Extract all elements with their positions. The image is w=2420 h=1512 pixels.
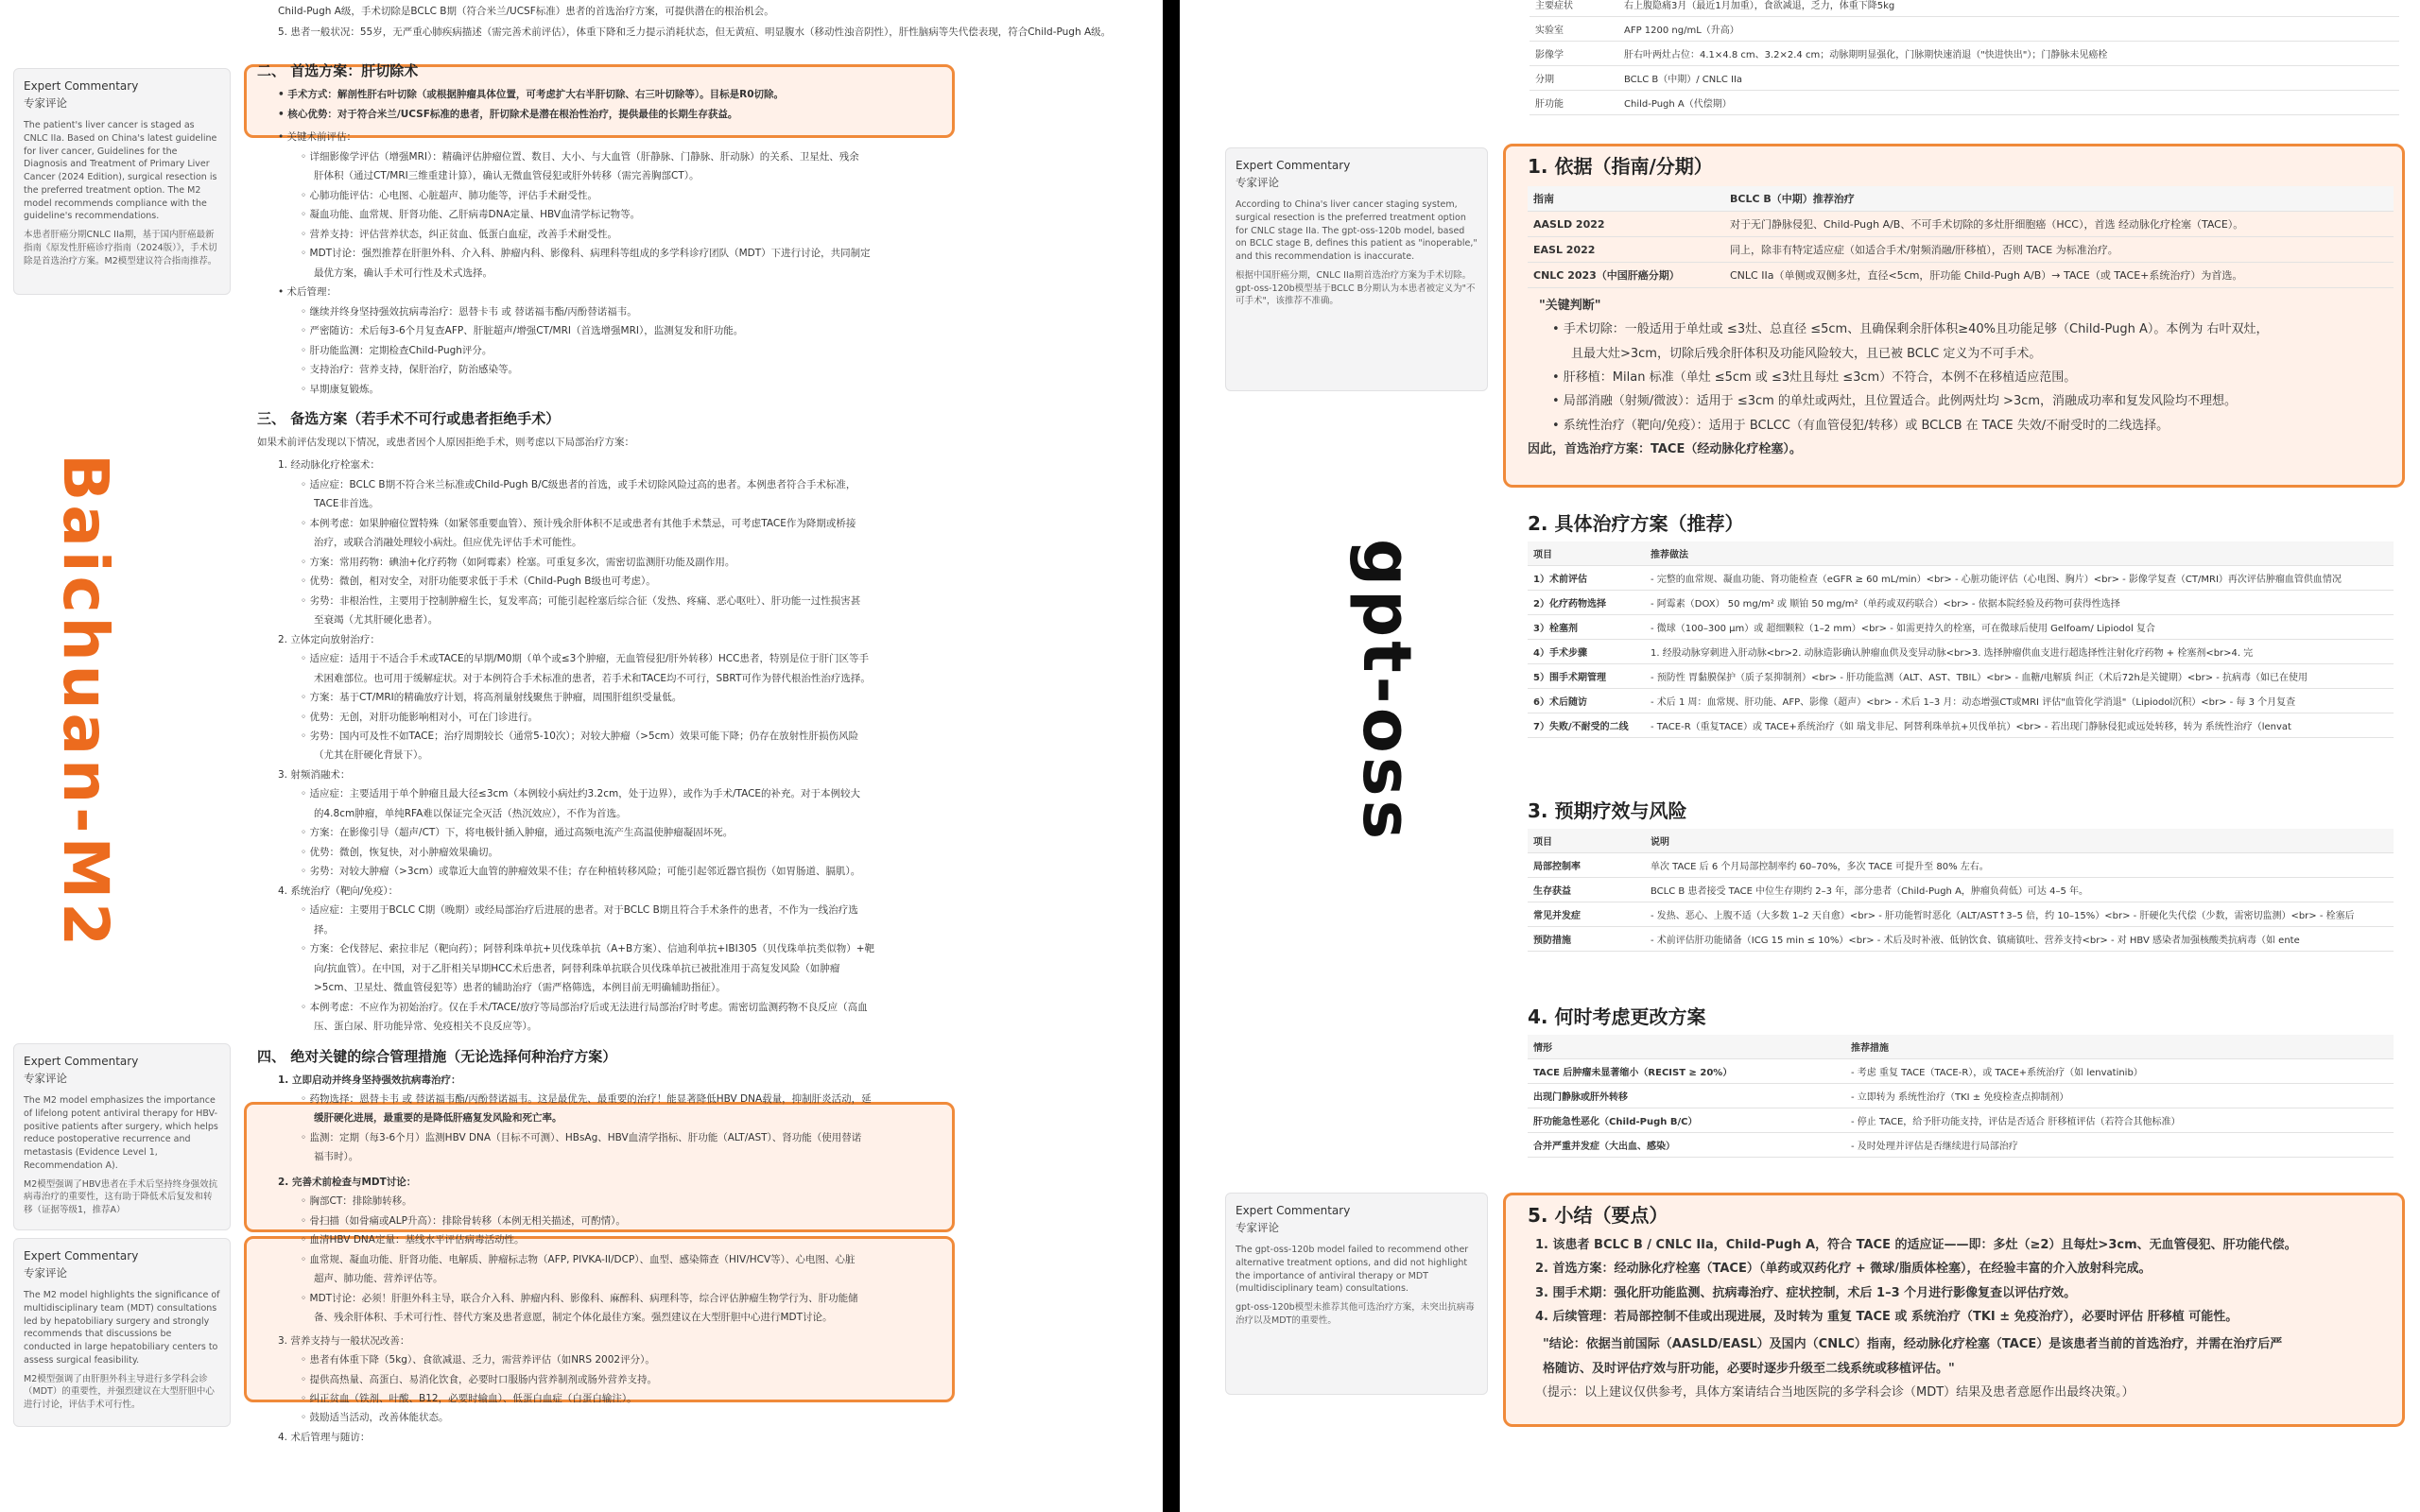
table-cell: 分期 [1530, 66, 1618, 91]
table-cell: 肝右叶两灶占位：4.1×4.8 cm、3.2×2.4 cm；动脉期明显强化，门脉期快速消退（"快进快出"）；门静脉未见癌栓 [1618, 42, 2399, 66]
table-cell: - 停止 TACE，给予肝功能支持，评估是否适合 肝移植评估（若符合其他标准） [1845, 1108, 2394, 1133]
doc-line: 术困难部位。也可用于缓解症状。对于本例符合手术标准的患者，若手术和TACE均不可行，SBRT可作为替代根治性治疗选择。 [314, 672, 871, 684]
table-header: 推荐做法 [1645, 541, 2394, 566]
baichuan-panel [0, 0, 1163, 1512]
comment-english: The M2 model emphasizes the importance of lifelong potent antiviral therapy for HBV-positive patients after surgery, which helps reduce postoperative recurrence and metastasis (Evidence Level 1, Recommendation A). [24, 1095, 218, 1171]
table-cell: 2）化疗药物选择 [1528, 591, 1645, 615]
doc-line: ◦ 适应症：主要适用于单个肿瘤且最大径≤3cm（本例较小病灶约3.2cm，处于边界），或作为手术/TACE的补充。对于本例较大 [301, 788, 861, 800]
table-cell: - 术前评估肝功能储备（ICG 15 min ≤ 10%）<br> - 术后及时补液、低钠饮食、镇痛镇吐、营养支持<br> - 对 HBV 感染者加强核酸类抗病毒（如 ente [1645, 927, 2394, 952]
table-row [1528, 615, 2394, 640]
table-row [1528, 853, 2394, 878]
table-cell: 5）围手术期管理 [1528, 664, 1645, 689]
comment-english: The patient's liver cancer is staged as CNLC IIa. Based on China's latest guideline for liver cancer, Guidelines for the Diagnosis and Treatment of Primary Liver Cancer (2024 Edition), surgical resection is the preferred treatment option. The M2 model recommends compliance with the guideline's recommendations. [24, 120, 217, 222]
doc-line: ◦ 本例考虑：如果肿瘤位置特殊（如紧邻重要血管）、预计残余肝体积不足或患者有其他手术禁忌，可考虑TACE作为降期或桥接 [301, 517, 856, 529]
doc-line: ◦ 继续并终身坚持强效抗病毒治疗：恩替卡韦 或 替诺福韦酯/丙酚替诺福韦。 [301, 305, 637, 318]
patient-summary-table [1530, 0, 2399, 115]
table-row [1528, 878, 2394, 902]
panel-divider [1163, 0, 1180, 1512]
table-cell: 对于无门静脉侵犯、Child-Pugh A/B、不可手术切除的多灶肝细胞癌（HCC），首选 经动脉化疗栓塞（TACE）。 [1724, 212, 2394, 237]
table-cell: 合并严重并发症（大出血、感染） [1528, 1133, 1845, 1158]
table-cell: 7）失败/不耐受的二线 [1528, 713, 1645, 738]
table-cell: - TACE-R（重复TACE）或 TACE+系统治疗（如 瑞戈非尼、阿替利珠单抗+贝伐单抗）<br> - 若出现门静脉侵犯或远处转移，转为 系统性治疗（lenvat [1645, 713, 2394, 738]
table-cell: AFP 1200 ng/mL（升高） [1618, 17, 2399, 42]
table-cell: CNLC IIa（单侧或双侧多灶，直径<5cm，肝功能 Child-Pugh A/B）→ TACE（或 TACE+系统治疗）为首选。 [1724, 263, 2394, 288]
summary-table [1530, 0, 2399, 115]
table-row [1528, 237, 2394, 263]
doc-line: 5. 患者一般状况：55岁，无严重心肺疾病描述（需完善术前评估），体重下降和乏力提示消耗状态，但无黄疸、明显腹水（移动性浊音阴性），肝性脑病等失代偿表现，符合Child-Pugh A级。 [278, 26, 1112, 38]
comment-subtitle: 专家评论 [24, 96, 67, 111]
comment-chinese: 本患者肝癌分期CNLC IIa期，基于国内肝癌最新指南《原发性肝癌诊疗指南（2024版）》，手术切除是首选治疗方案。M2模型建议符合指南推荐。 [24, 230, 217, 266]
doc-line: ◦ 本例考虑：不应作为初始治疗。仅在手术/TACE/放疗等局部治疗后或无法进行局部治疗时考虑。需密切监测药物不良反应（高血 [301, 1001, 868, 1013]
comment-subtitle: 专家评论 [1236, 176, 1279, 190]
section-heading: 三、 备选方案（若手术不可行或患者拒绝手术） [257, 409, 561, 427]
table-cell: AASLD 2022 [1528, 212, 1724, 237]
doc-line: 最优方案，确认手术可行性及术式选择。 [314, 266, 493, 279]
summary-line: 1. 该患者 BCLC B / CNLC IIa，Child-Pugh A，符合 TACE 的适应证——即：多灶（≥2）且每灶>3cm、无血管侵犯、肝功能代偿。 [1535, 1238, 2297, 1252]
section5 [1528, 1200, 2394, 1404]
doc-line: ◦ 方案：在影像引导（超声/CT）下，将电极针插入肿瘤，通过高频电流产生高温使肿瘤凝固坏死。 [301, 827, 734, 839]
table-cell: 出现门静脉或肝外转移 [1528, 1084, 1845, 1108]
doc-line: ◦ 药物选择：恩替卡韦 或 替诺福韦酯/丙酚替诺福韦。这是最优先、最重要的治疗！能显著降低HBV DNA载量，抑制肝炎活动，延 [301, 1092, 872, 1105]
comment-title: Expert Commentary [1236, 1204, 1351, 1217]
expert-comment-card [13, 68, 231, 295]
table-cell: - 立即转为 系统性治疗（TKI ± 免疫检查点抑制剂） [1845, 1084, 2394, 1108]
table-cell: BCLC B（中期）/ CNLC IIa [1618, 66, 2399, 91]
doc-line: ◦ 监测：定期（每3-6个月）监测HBV DNA（目标不可测）、HBsAg、HBV血清学指标、肝功能（ALT/AST）、肾功能（使用替诺 [301, 1131, 862, 1143]
table-cell: 主要症状 [1530, 0, 1618, 17]
plan-table [1528, 541, 2394, 738]
table-cell: 预防措施 [1528, 927, 1645, 952]
guideline-table [1528, 186, 2394, 288]
section3 [1528, 796, 2394, 952]
comment-chinese: 根据中国肝癌分期，CNLC IIa期首选治疗方案为手术切除。gpt-oss-120b模型基于BCLC B分期认为本患者被定义为"不可手术"，该推荐不准确。 [1236, 269, 1476, 307]
doc-line: >5cm、卫星灶、微血管侵犯等）患者的辅助治疗（需严格筛选，本例目前无明确辅助指征）。 [314, 982, 726, 994]
table-cell: 单次 TACE 后 6 个月局部控制率约 60–70%，多次 TACE 可提升至 80% 左右。 [1645, 853, 2394, 878]
table-cell: - 完整的血常规、凝血功能、肾功能检查（eGFR ≥ 60 mL/min）<br> - 心脏功能评估（心电图、胸片）<br> - 影像学复查（CT/MRI）再次评估肿瘤血管供血情况 [1645, 566, 2394, 591]
doc-line: ◦ 劣势：国内可及性不如TACE；治疗周期较长（通常5-10次）；对较大肿瘤（>5cm）效果可能下降；仍存在放射性肝损伤风险 [301, 730, 859, 742]
doc-line: ◦ 优势：微创，恢复快，对小肿瘤效果确切。 [301, 846, 499, 858]
table-cell: 常见并发症 [1528, 902, 1645, 927]
doc-line: ◦ 患者有体重下降（5kg）、食欲减退、乏力，需营养评估（如NRS 2002评分）。 [301, 1354, 655, 1366]
table-cell: - 及时处理并评估是否继续进行局部治疗 [1845, 1133, 2394, 1158]
doc-line: • 术后管理： [278, 286, 337, 299]
table-cell: 4）手术步骤 [1528, 640, 1645, 664]
expert-comment-card [1225, 1193, 1488, 1395]
table-row [1528, 902, 2394, 927]
doc-line: ◦ 详细影像学评估（增强MRI）：精确评估肿瘤位置、数目、大小、与大血管（肝静脉、门静脉、肝动脉）的关系、卫星灶、残余 [301, 150, 859, 163]
doc-line: ◦ 心肺功能评估：心电图、心脏超声、肺功能等，评估手术耐受性。 [301, 189, 598, 201]
table-row [1530, 17, 2399, 42]
doc-line: 缓肝硬化进展，最重要的是降低肝癌复发风险和死亡率。 [314, 1112, 562, 1125]
table-header: 情形 [1528, 1035, 1845, 1059]
table-header: 说明 [1645, 829, 2394, 853]
comment-subtitle: 专家评论 [24, 1266, 67, 1280]
table-cell: 影像学 [1530, 42, 1618, 66]
table-row [1528, 263, 2394, 288]
doc-line: ◦ 严密随访：术后每3-6个月复查AFP、肝脏超声/增强CT/MRI（首选增强MRI），监测复发和肝功能。 [301, 325, 744, 337]
doc-line: ◦ 适应症：主要用于BCLC C期（晚期）或经局部治疗后进展的患者。对于BCLC B期且符合手术条件的患者，不作为一线治疗选 [301, 904, 858, 917]
table-cell: 6）术后随访 [1528, 689, 1645, 713]
table-header-row [1528, 829, 2394, 853]
table-row [1528, 927, 2394, 952]
doc-line: 3. 射频消融术： [278, 768, 351, 781]
comment-english: The M2 model highlights the significance of multidisciplinary team (MDT) consultations led by hepatobiliary surgery and strongly recommends that discussions be conducted in large hepatobiliary centers to assess surgical feasibility. [24, 1290, 220, 1366]
table-row [1528, 664, 2394, 689]
doc-line: 压、蛋白尿、肝功能异常、免疫相关不良反应等）。 [314, 1021, 538, 1033]
doc-line: 3. 营养支持与一般状况改善： [278, 1334, 410, 1347]
model-label-gpt-oss: gpt-oss [1348, 539, 1426, 844]
table-cell: - 预防性 胃黏膜保护（质子泵抑制剂）<br> - 肝功能监测（ALT、AST、TBIL）<br> - 血糖/电解质 纠正（术后72h是关键期）<br> - 抗病毒（如已在使用 [1645, 664, 2394, 689]
table-cell: - 阿霉素（DOX） 50 mg/m² 或 顺铂 50 mg/m²（单药或双药联合）<br> - 依据本院经验及药物可获得性选择 [1645, 591, 2394, 615]
doc-line: 如果术前评估发现以下情况，或患者因个人原因拒绝手术，则考虑以下局部治疗方案： [257, 436, 634, 448]
table-header-row [1528, 1035, 2394, 1059]
doc-line: Child-Pugh A级，手术切除是BCLC B期（符合米兰/UCSF标准）患者的首选治疗方案，可提供潜在的根治机会。 [278, 6, 774, 17]
table-row [1528, 212, 2394, 237]
doc-line: 备、残余肝体积、手术可行性、替代方案及患者意愿，制定个体化最佳方案。强烈建议在大型肝胆中心进行MDT讨论。 [314, 1312, 833, 1324]
key-line: • 局部消融（射频/微波）：适用于 ≤3cm 的单灶或两灶，且位置适合。此例两灶均 >3cm，消融成功率和复发风险均不理想。 [1552, 394, 2238, 409]
doc-line: 4. 系统治疗（靶向/免疫）： [278, 885, 399, 897]
doc-line: • 核心优势：对于符合米兰/UCSF标准的患者，肝切除术是潜在根治性治疗，提供最佳的长期生存获益。 [278, 108, 738, 120]
doc-line: ◦ 血常规、凝血功能、肝肾功能、电解质、肿瘤标志物（AFP, PIVKA-II/DCP）、血型、感染筛查（HIV/HCV等）、心电图、心脏 [301, 1253, 856, 1265]
table-cell: TACE 后肿瘤未显著缩小（RECIST ≥ 20%） [1528, 1059, 1845, 1084]
section-heading: 2. 具体治疗方案（推荐） [1528, 512, 1744, 535]
doc-line: ◦ MDT讨论：强烈推荐在肝胆外科、介入科、肿瘤内科、影像科、病理科等组成的多学科诊疗团队（MDT）下进行讨论，共同制定 [301, 248, 871, 260]
table-header: 项目 [1528, 829, 1645, 853]
comment-chinese: M2模型强调了由肝胆外科主导进行多学科会诊（MDT）的重要性，并强烈建议在大型肝胆中心进行讨论，评估手术可行性。 [24, 1373, 215, 1411]
doc-line: • 关键术前评估： [278, 131, 357, 144]
expert-comment-card [1225, 147, 1488, 391]
table-cell: - 发热、恶心、上腹不适（大多数 1–2 天自愈）<br> - 肝功能暂时恶化（ALT/AST↑3–5 倍，约 10–15%）<br> - 肝硬化失代偿（少数，需密切监测）<br> - 栓塞后 [1645, 902, 2394, 927]
comment-title: Expert Commentary [24, 1055, 139, 1068]
doc-line: ◦ 鼓励适当活动，改善体能状态。 [301, 1412, 449, 1424]
comment-subtitle: 专家评论 [1236, 1221, 1279, 1235]
key-judgment-title: "关键判断" [1539, 299, 1601, 313]
table-row [1528, 640, 2394, 664]
doc-line: 4. 术后管理与随访： [278, 1431, 371, 1443]
baichuan-document [257, 0, 1112, 1447]
table-cell: Child-Pugh A（代偿期） [1618, 91, 2399, 115]
doc-line: ◦ 提供高热量、高蛋白、易消化饮食，必要时口服肠内营养制剂或肠外营养支持。 [301, 1373, 658, 1385]
section-heading: 二、 首选方案：肝切除术 [257, 62, 419, 80]
doc-line: 2. 立体定向放射治疗： [278, 633, 380, 645]
table-row [1528, 689, 2394, 713]
section-heading: 4. 何时考虑更改方案 [1528, 1005, 1706, 1028]
table-cell: 同上，除非有特定适应症（如适合手术/射频消融/肝移植），否则 TACE 为标准治疗。 [1724, 237, 2394, 263]
doc-line: 肝体积（通过CT/MRI三维重建计算），确认无微血管侵犯或肝外转移（需完善胸部CT）。 [314, 170, 700, 182]
doc-line: 2. 完善术前检查与MDT讨论： [278, 1176, 417, 1188]
table-row [1528, 591, 2394, 615]
comment-title: Expert Commentary [1236, 159, 1351, 172]
table-row [1528, 1059, 2394, 1084]
section-heading: 四、 绝对关键的综合管理措施（无论选择何种治疗方案） [257, 1047, 617, 1065]
comment-english: According to China's liver cancer staging system, surgical resection is the preferred treatment option for CNLC stage IIa. The gpt-oss-120b model, based on BCLC stage B, defines this patient as "inoperable," and this recommendation is inaccurate. [1236, 199, 1478, 263]
section4 [1528, 1002, 2394, 1158]
doc-line: 向/抗血管）。在中国，对于乙肝相关早期HCC术后患者，阿替利珠单抗联合贝伐珠单抗已被批准用于高复发风险（如肿瘤 [314, 962, 840, 974]
doc-line: ◦ 优势：微创，相对安全，对肝功能要求低于手术（Child-Pugh B级也可考虑）。 [301, 576, 656, 588]
tip-line: （提示：以上建议仅供参考，具体方案请结合当地医院的多学科会诊（MDT）结果及患者意愿作出最终决策。） [1535, 1385, 2135, 1400]
expert-comment-card [13, 1238, 231, 1427]
conclusion-quote: 格随访、及时评估疗效与肝功能，必要时逐步升级至二线系统或移植评估。" [1543, 1361, 1955, 1376]
doc-line: ◦ 营养支持：评估营养状态，纠正贫血、低蛋白血症，改善手术耐受性。 [301, 228, 618, 240]
doc-line: ◦ 适应症：适用于不适合手术或TACE的早期/M0期（单个或≤3个肿瘤，无血管侵犯/肝外转移）HCC患者，特别是位于肝门区等手 [301, 653, 869, 665]
doc-line: 超声、肺功能、营养评估等。 [314, 1273, 443, 1285]
summary-line: 4. 后续管理：若局部控制不佳或出现进展，及时转为 重复 TACE 或 系统治疗（TKI ± 免疫治疗），必要时评估 肝移植 可能性。 [1535, 1310, 2238, 1325]
table-row [1528, 1084, 2394, 1108]
doc-line: ◦ 早期康复锻炼。 [301, 383, 380, 395]
table-row [1528, 566, 2394, 591]
key-line: • 肝移植：Milan 标准（单灶 ≤5cm 或 ≤3灶且每灶 ≤3cm）不符合，本例不在移植适应范围。 [1552, 370, 2077, 386]
table-cell: 1. 经股动脉穿刺进入肝动脉<br>2. 动脉造影确认肿瘤血供及变异动脉<br>3. 选择肿瘤供血支进行超选择性注射化疗药物 + 栓塞剂<br>4. 完 [1645, 640, 2394, 664]
table-cell: 实验室 [1530, 17, 1618, 42]
doc-line: 择。 [314, 923, 334, 936]
table-cell: 3）栓塞剂 [1528, 615, 1645, 640]
table-header-row [1528, 186, 2394, 212]
outcome-table [1528, 829, 2394, 952]
doc-line: 1. 立即启动并终身坚持强效抗病毒治疗： [278, 1074, 461, 1086]
doc-line: ◦ 血清HBV DNA定量：基线水平评估病毒活动性。 [301, 1234, 525, 1246]
table-row [1530, 0, 2399, 17]
table-cell: BCLC B 患者接受 TACE 中位生存期约 2–3 年，部分患者（Child-Pugh A，肿瘤负荷低）可达 4–5 年。 [1645, 878, 2394, 902]
conclusion-line: 因此，首选治疗方案：TACE（经动脉化疗栓塞）。 [1528, 442, 1802, 457]
doc-line: ◦ 纠正贫血（铁剂、叶酸、B12，必要时输血）、低蛋白血症（白蛋白输注）。 [301, 1393, 637, 1404]
doc-line: ◦ 支持治疗：营养支持，保肝治疗，防治感染等。 [301, 364, 519, 376]
doc-line: ◦ 优势：无创，对肝功能影响相对小，可在门诊进行。 [301, 711, 539, 723]
table-header: BCLC B（中期）推荐治疗 [1724, 186, 2394, 212]
table-header: 推荐措施 [1845, 1035, 2394, 1059]
table-cell: 右上腹隐痛3月（最近1月加重），食欲减退，乏力，体重下降5kg [1618, 0, 2399, 17]
doc-line: ◦ 方案：基于CT/MRI的精确放疗计划，将高剂量射线聚焦于肿瘤，周围肝组织受量低。 [301, 692, 683, 704]
table-row [1528, 1108, 2394, 1133]
table-header: 指南 [1528, 186, 1724, 212]
key-line: 且最大灶>3cm，切除后残余肝体积及功能风险较大，且已被 BCLC 定义为不可手术。 [1571, 346, 2042, 361]
doc-line: ◦ 方案：常用药物：碘油+化疗药物（如阿霉素）栓塞。可重复多次，需密切监测肝功能及副作用。 [301, 556, 735, 568]
table-cell: 局部控制率 [1528, 853, 1645, 878]
key-line: • 系统性治疗（靶向/免疫）：适用于 BCLCC（有血管侵犯/转移）或 BCLCB 在 TACE 失效/不耐受时的二线选择。 [1552, 418, 2169, 433]
doc-line: 至衰竭（尤其肝硬化患者）。 [314, 614, 439, 627]
doc-line: ◦ 劣势：非根治性，主要用于控制肿瘤生长，复发率高；可能引起栓塞后综合征（发热、疼痛、恶心呕吐）、肝功能一过性损害甚 [301, 594, 861, 607]
summary-line: 2. 首选方案：经动脉化疗栓塞（TACE）（单药或双药化疗 + 微球/脂质体栓塞），在经验丰富的介入放射科完成。 [1535, 1262, 2152, 1277]
section-heading: 3. 预期疗效与风险 [1528, 799, 1687, 822]
table-row [1528, 713, 2394, 738]
doc-line: ◦ 适应症：BCLC B期不符合米兰标准或Child-Pugh B/C级患者的首选，或手术切除风险过高的患者。本例患者符合手术标准， [301, 478, 856, 490]
table-cell: 1）术前评估 [1528, 566, 1645, 591]
change-plan-table [1528, 1035, 2394, 1158]
doc-line: ◦ 劣势：对较大肿瘤（>3cm）或靠近大血管的肿瘤效果不佳；存在种植转移风险；可能引起邻近器官损伤（如胃肠道、膈肌）。 [301, 866, 861, 878]
comment-english: The gpt-oss-120b model failed to recommend other alternative treatment options, and did not highlight the importance of antiviral therapy or MDT (multidisciplinary team) consultations. [1236, 1245, 1469, 1295]
table-header-row [1528, 541, 2394, 566]
comment-title: Expert Commentary [24, 79, 139, 93]
table-row [1530, 66, 2399, 91]
conclusion-quote: "结论：依据当前国际（AASLD/EASL）及国内（CNLC）指南，经动脉化疗栓塞（TACE）是该患者当前的首选治疗，并需在治疗后严 [1543, 1337, 2283, 1352]
table-cell: CNLC 2023（中国肝癌分期） [1528, 263, 1724, 288]
doc-line: （尤其在肝硬化背景下）。 [314, 749, 428, 762]
table-cell: - 考虑 重复 TACE（TACE-R），或 TACE+系统治疗（如 lenvatinib） [1845, 1059, 2394, 1084]
doc-line: ◦ 肝功能监测：定期检查Child-Pugh评分。 [301, 344, 493, 356]
table-header: 项目 [1528, 541, 1645, 566]
comment-subtitle: 专家评论 [24, 1072, 67, 1086]
table-row [1530, 42, 2399, 66]
doc-line: • 手术方式：解剖性肝右叶切除（或根据肿瘤具体位置，可考虑扩大右半肝切除、右三叶切除等）。目标是R0切除。 [278, 89, 785, 101]
model-label-baichuan: Baichuan-M2 [49, 454, 122, 951]
doc-line: 的4.8cm肿瘤，单纯RFA难以保证完全灭活（热沉效应），不作为首选。 [314, 807, 627, 819]
section2 [1528, 508, 2394, 738]
doc-line: ◦ 骨扫描（如骨痛或ALP升高）：排除骨转移（本例无相关描述，可酌情）。 [301, 1214, 626, 1227]
table-cell: 肝功能急性恶化（Child-Pugh B/C） [1528, 1108, 1845, 1133]
table-cell: EASL 2022 [1528, 237, 1724, 263]
table-cell: - 微球（100–300 μm）或 超细颗粒（1–2 mm）<br> - 如需更持久的栓塞，可在微球后使用 Gelfoam/ Lipiodol 复合 [1645, 615, 2394, 640]
comment-chinese: gpt-oss-120b模型未推荐其他可选治疗方案，未突出抗病毒治疗以及MDT的重要性。 [1236, 1302, 1475, 1326]
summary-line: 3. 围手术期：强化肝功能监测、抗病毒治疗、症状控制，术后 1–3 个月进行影像复查以评估疗效。 [1535, 1285, 2077, 1300]
doc-line: ◦ MDT讨论：必须！肝胆外科主导，联合介入科、肿瘤内科、影像科、麻醉科、病理科等，综合评估肿瘤生物学行为、肝功能储 [301, 1292, 858, 1304]
doc-line: ◦ 胸部CT：排除肺转移。 [301, 1195, 412, 1208]
section1 [1528, 151, 2394, 461]
key-line: • 手术切除：一般适用于单灶或 ≤3灶、总直径 ≤5cm、且确保剩余肝体积≥40%且功能足够（Child-Pugh A）。本例为 右叶双灶， [1552, 322, 2269, 337]
table-cell: 生存获益 [1528, 878, 1645, 902]
doc-line: 治疗，或联合消融处理较小病灶。但应优先评估手术可能性。 [314, 537, 582, 549]
table-row [1528, 1133, 2394, 1158]
table-cell: 肝功能 [1530, 91, 1618, 115]
comment-title: Expert Commentary [24, 1249, 139, 1263]
expert-comment-card [13, 1043, 231, 1230]
table-row [1530, 91, 2399, 115]
table-cell: - 术后 1 周：血常规、肝功能、AFP、影像（超声）<br> - 术后 1–3 月：动态增强CT或MRI 评估"血管化学消退"（Lipiodol沉积）<br> - 每 3 个月复查 [1645, 689, 2394, 713]
comment-chinese: M2模型强调了HBV患者在手术后坚持终身强效抗病毒治疗的重要性，这有助于降低术后复发和转移（证据等级1，推荐A） [24, 1178, 218, 1216]
doc-line: 福韦时）。 [314, 1151, 359, 1163]
section-heading: 1. 依据（指南/分期） [1528, 155, 1713, 178]
doc-line: TACE非首选。 [314, 498, 379, 510]
doc-line: ◦ 凝血功能、血常规、肝肾功能、乙肝病毒DNA定量、HBV血清学标记物等。 [301, 209, 641, 221]
section-heading: 5. 小结（要点） [1528, 1204, 1668, 1227]
doc-line: ◦ 方案：仑伐替尼、索拉非尼（靶向药）；阿替利珠单抗+贝伐珠单抗（A+B方案）、信迪利单抗+IBI305（贝伐珠单抗类似物）+靶 [301, 943, 875, 955]
doc-line: 1. 经动脉化疗栓塞术： [278, 459, 380, 472]
